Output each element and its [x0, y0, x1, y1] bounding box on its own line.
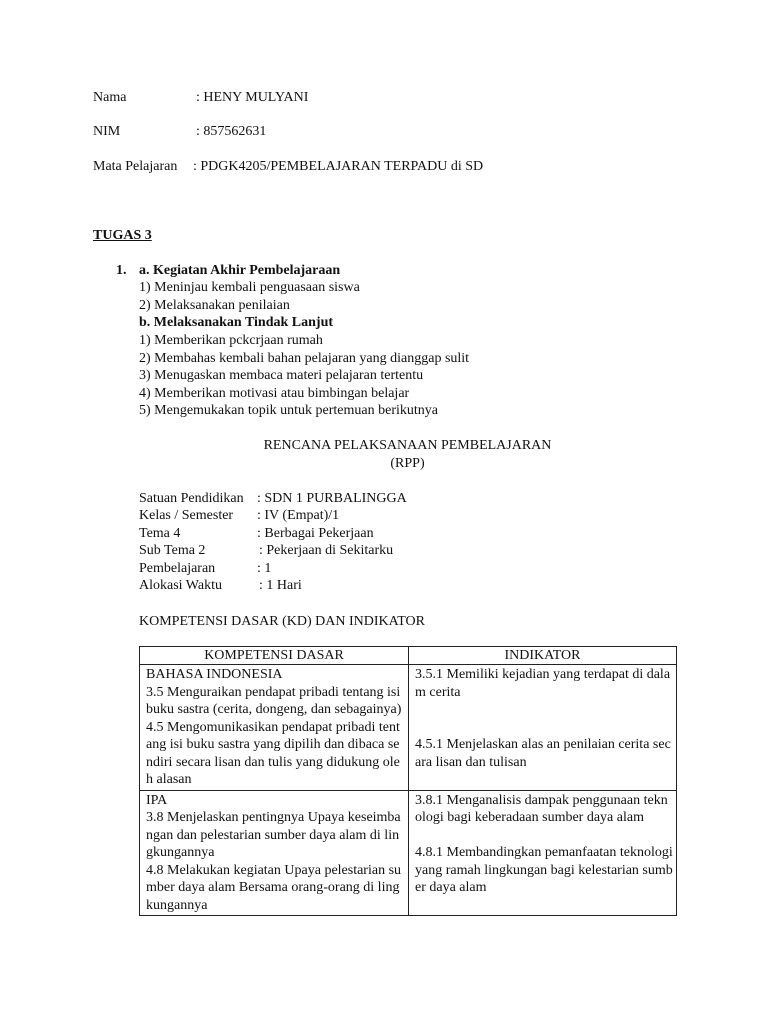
- nama-value: : HENY MULYANI: [196, 90, 309, 105]
- section-b-title: b. Melaksanakan Tindak Lanjut: [139, 315, 334, 330]
- table-row: [140, 665, 677, 791]
- list-item: 1) Meninjau kembali penguasaan siswa: [139, 280, 360, 295]
- list-item: 2) Melaksanakan penilaian: [139, 298, 290, 313]
- kd-heading: KOMPETENSI DASAR (KD) DAN INDIKATOR: [139, 614, 425, 629]
- kd-text: 4.5 Mengomunikasikan pendapat pribadi tentang isi buku sastra yang dipilih dan dibaca sendiri secara lisan dan tulis yang didukung oleh alasan: [146, 719, 400, 787]
- indikator-text: 3.8.1 Menganalisis dampak penggunaan teknologi bagi keberadaan sumber daya alam: [415, 792, 668, 825]
- nama-label: Nama: [93, 90, 127, 105]
- field-value: : Berbagai Pekerjaan: [257, 526, 374, 541]
- field-value: : SDN 1 PURBALINGGA: [257, 491, 407, 506]
- subject-label: IPA: [146, 792, 168, 808]
- indikator-text: 4.8.1 Membandingkan pemanfaatan teknologi yang ramah lingkungan bagi kelestarian sumber daya alam: [415, 845, 673, 895]
- table-header-indikator: INDIKATOR: [409, 647, 677, 665]
- tugas-title: TUGAS 3: [93, 228, 152, 243]
- section-a-title: a. Kegiatan Akhir Pembelajaraan: [139, 263, 341, 278]
- table-cell-kd: [140, 665, 409, 791]
- kd-text: 3.8 Menjelaskan pentingnya Upaya keseimbangan dan pelestarian sumber daya alam di lingkungannya: [146, 810, 401, 860]
- table-row: [140, 790, 677, 916]
- nim-value: : 857562631: [196, 124, 267, 139]
- mapel-label: Mata Pelajaran: [93, 159, 178, 174]
- kd-indikator-table: [139, 646, 677, 916]
- kd-text: 4.8 Melakukan kegiatan Upaya pelestarian sumber daya alam Bersama orang-orang di lingkungannya: [146, 862, 402, 913]
- nim-label: NIM: [93, 124, 121, 139]
- list-item: 2) Membahas kembali bahan pelajaran yang dianggap sulit: [139, 351, 470, 366]
- indikator-text: 4.5.1 Menjelaskan alas an penilaian cerita secara lisan dan tulisan: [415, 737, 671, 770]
- subject-label: BAHASA INDONESIA: [146, 667, 283, 682]
- field-label: Tema 4: [139, 526, 181, 541]
- table-header-kd: KOMPETENSI DASAR: [140, 647, 409, 665]
- rpp-title: RENCANA PELAKSANAAN PEMBELAJARAN: [263, 438, 552, 453]
- field-value: : 1: [257, 561, 272, 576]
- field-label: Sub Tema 2: [139, 543, 206, 558]
- table-header-row: [140, 647, 677, 665]
- indikator-text: 3.5.1 Memiliki kejadian yang terdapat di dalam cerita: [415, 667, 671, 700]
- field-value: : IV (Empat)/1: [257, 508, 340, 523]
- field-label: Kelas / Semester: [139, 508, 234, 523]
- mapel-value: : PDGK4205/PEMBELAJARAN TERPADU di SD: [193, 159, 484, 174]
- list-item: 5) Mengemukakan topik untuk pertemuan berikutnya: [139, 403, 438, 418]
- table-cell-kd: [140, 790, 409, 916]
- list-item: 3) Menugaskan membaca materi pelajaran tertentu: [139, 368, 424, 383]
- table-cell-indikator: [409, 665, 677, 791]
- field-value: : Pekerjaan di Sekitarku: [259, 543, 394, 558]
- kd-text: 3.5 Menguraikan pendapat pribadi tentang isi buku sastra (cerita, dongeng, dan sebagainya): [146, 684, 402, 717]
- table-cell-indikator: [409, 790, 677, 916]
- field-label: Satuan Pendidikan: [139, 491, 244, 506]
- field-label: Pembelajaran: [139, 561, 216, 576]
- field-value: : 1 Hari: [259, 578, 302, 593]
- section-number: 1.: [116, 263, 127, 278]
- field-label: Alokasi Waktu: [139, 578, 222, 593]
- list-item: 1) Memberikan pckcrjaan rumah: [139, 333, 323, 348]
- list-item: 4) Memberikan motivasi atau bimbingan belajar: [139, 386, 410, 401]
- rpp-subtitle: (RPP): [390, 456, 425, 471]
